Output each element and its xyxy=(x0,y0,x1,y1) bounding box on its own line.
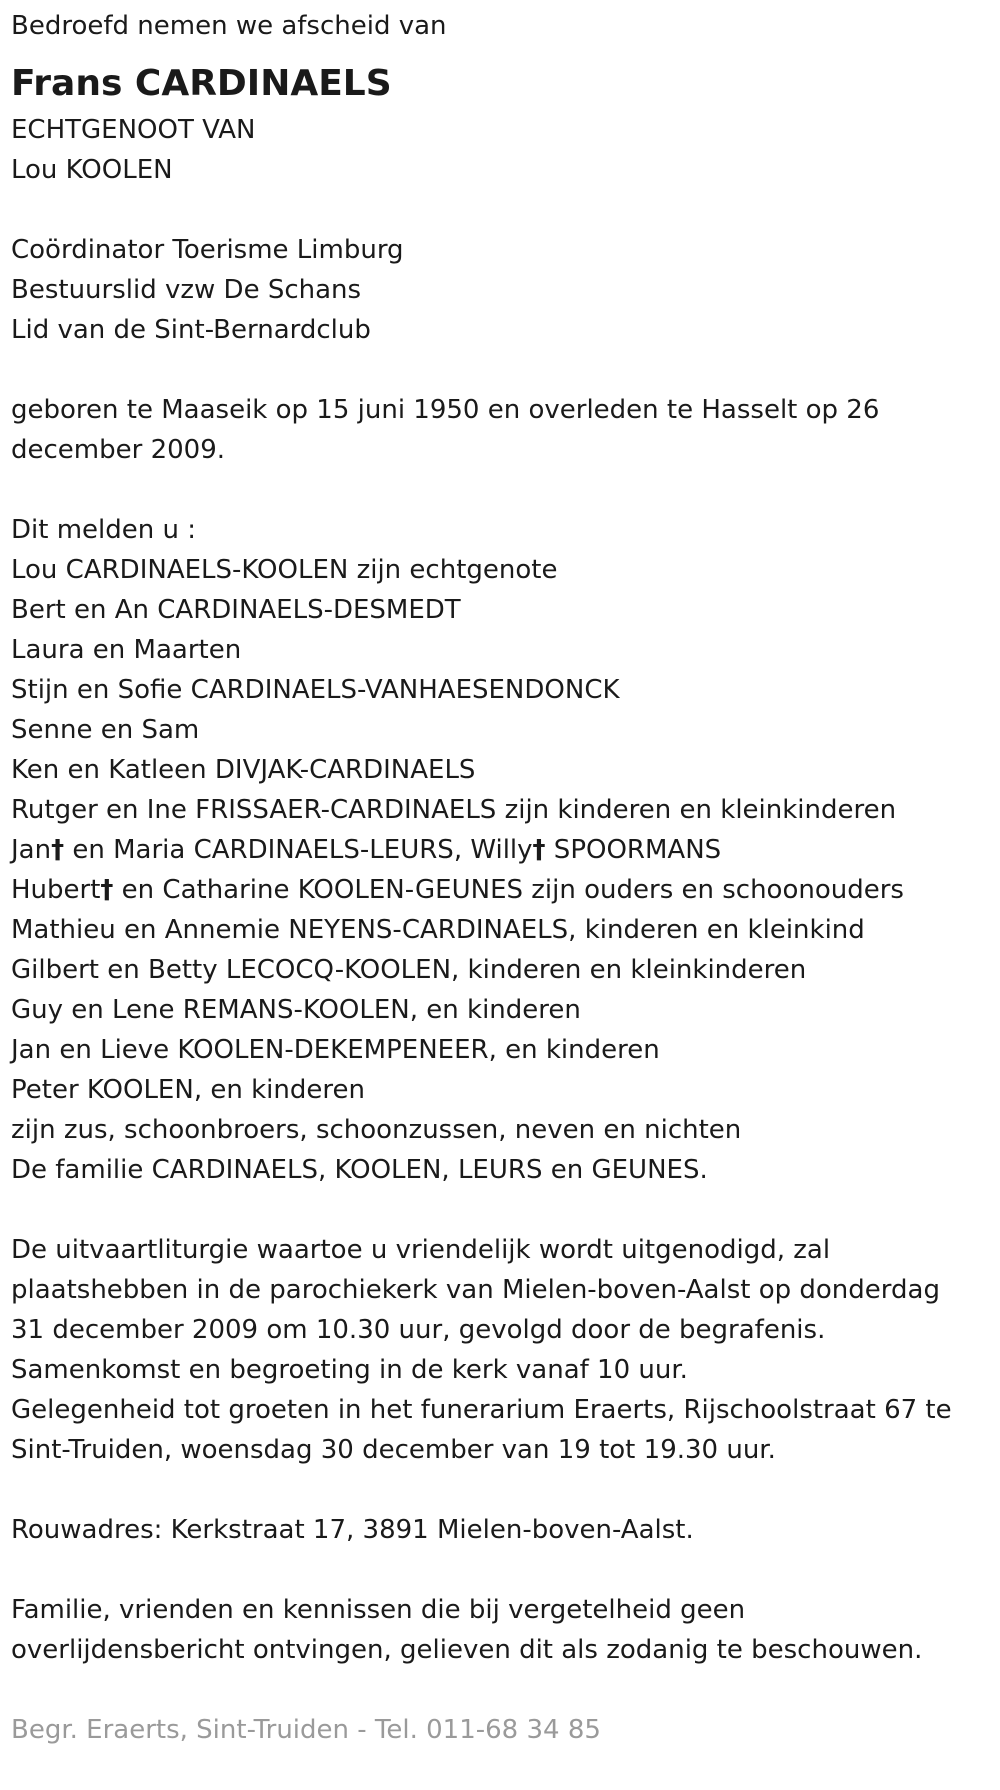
funeral-section xyxy=(11,1230,996,1470)
spacer xyxy=(11,1670,996,1710)
spacer xyxy=(11,350,996,390)
intro-text: Bedroefd nemen we afscheid van xyxy=(11,11,447,41)
spacer xyxy=(11,190,996,230)
family-line: Peter KOOLEN, en kinderen xyxy=(11,1075,365,1105)
family-line: De familie CARDINAELS, KOOLEN, LEURS en GEUNES. xyxy=(11,1155,708,1185)
family-line: Jan en Lieve KOOLEN-DEKEMPENEER, en kinderen xyxy=(11,1035,660,1065)
greeting-text: Gelegenheid tot groeten in het funerarium Eraerts, Rijschoolstraat 67 te xyxy=(11,1395,952,1425)
announcers-section xyxy=(11,510,996,1190)
announcers-heading: Dit melden u : xyxy=(11,515,196,545)
spacer xyxy=(11,1550,996,1590)
inlaws-line-part: Hubert xyxy=(11,875,101,905)
parents-line xyxy=(11,830,996,870)
spacer xyxy=(11,46,996,62)
family-line: Bert en An CARDINAELS-DESMEDT xyxy=(11,595,461,625)
deceased-cross-icon: † xyxy=(532,835,546,865)
family-line: Stijn en Sofie CARDINAELS-VANHAESENDONCK xyxy=(11,675,620,705)
family-line: zijn zus, schoonbroers, schoonzussen, neven en nichten xyxy=(11,1115,742,1145)
family-line: Mathieu en Annemie NEYENS-CARDINAELS, kinderen en kleinkind xyxy=(11,915,865,945)
spacer xyxy=(11,1190,996,1230)
family-line: Ken en Katleen DIVJAK-CARDINAELS xyxy=(11,755,476,785)
birth-death-text: geboren te Maaseik op 15 juni 1950 en overleden te Hasselt op 26 december 2009. xyxy=(11,395,880,465)
family-line: Guy en Lene REMANS-KOOLEN, en kinderen xyxy=(11,995,581,1025)
family-line: Laura en Maarten xyxy=(11,635,242,665)
gathering-text: Samenkomst en begroeting in de kerk vanaf 10 uur. xyxy=(11,1355,688,1385)
funeral-text: 31 december 2009 om 10.30 uur, gevolgd door de begrafenis. xyxy=(11,1315,826,1345)
parents-line-part: SPOORMANS xyxy=(545,835,722,865)
deceased-name: Frans CARDINAELS xyxy=(11,63,392,104)
mourning-address: Rouwadres: Kerkstraat 17, 3891 Mielen-boven-Aalst. xyxy=(11,1515,694,1545)
obituary-page xyxy=(11,6,996,1750)
role-item: Coördinator Toerisme Limburg xyxy=(11,235,404,265)
notice-text: overlijdensbericht ontvingen, gelieven dit als zodanig te beschouwen. xyxy=(11,1635,923,1665)
spacer xyxy=(11,470,996,510)
deceased-cross-icon: † xyxy=(100,875,114,905)
family-line: Gilbert en Betty LECOCQ-KOOLEN, kinderen en kleinkinderen xyxy=(11,955,807,985)
spouse-name: Lou KOOLEN xyxy=(11,155,173,185)
spacer xyxy=(11,1470,996,1510)
inlaws-line-part: en Catharine KOOLEN-GEUNES zijn ouders en schoonouders xyxy=(113,875,904,905)
greeting-text: Sint-Truiden, woensdag 30 december van 19 tot 19.30 uur. xyxy=(11,1435,776,1465)
parents-line-part: en Maria CARDINAELS-LEURS, Willy xyxy=(64,835,533,865)
family-line: Senne en Sam xyxy=(11,715,200,745)
undertaker-footer: Begr. Eraerts, Sint-Truiden - Tel. 011-68 34 85 xyxy=(11,1715,601,1745)
roles-list xyxy=(11,230,996,350)
role-item: Lid van de Sint-Bernardclub xyxy=(11,315,371,345)
funeral-text: plaatshebben in de parochiekerk van Mielen-boven-Aalst op donderdag xyxy=(11,1275,940,1305)
family-line: Rutger en Ine FRISSAER-CARDINAELS zijn kinderen en kleinkinderen xyxy=(11,795,897,825)
inlaws-line xyxy=(11,870,996,910)
deceased-cross-icon: † xyxy=(51,835,65,865)
family-line: Lou CARDINAELS-KOOLEN zijn echtgenote xyxy=(11,555,558,585)
spouse-label: ECHTGENOOT VAN xyxy=(11,115,256,145)
role-item: Bestuurslid vzw De Schans xyxy=(11,275,362,305)
funeral-text: De uitvaartliturgie waartoe u vriendelijk wordt uitgenodigd, zal xyxy=(11,1235,831,1265)
notice-text: Familie, vrienden en kennissen die bij vergetelheid geen xyxy=(11,1595,746,1625)
parents-line-part: Jan xyxy=(11,835,52,865)
